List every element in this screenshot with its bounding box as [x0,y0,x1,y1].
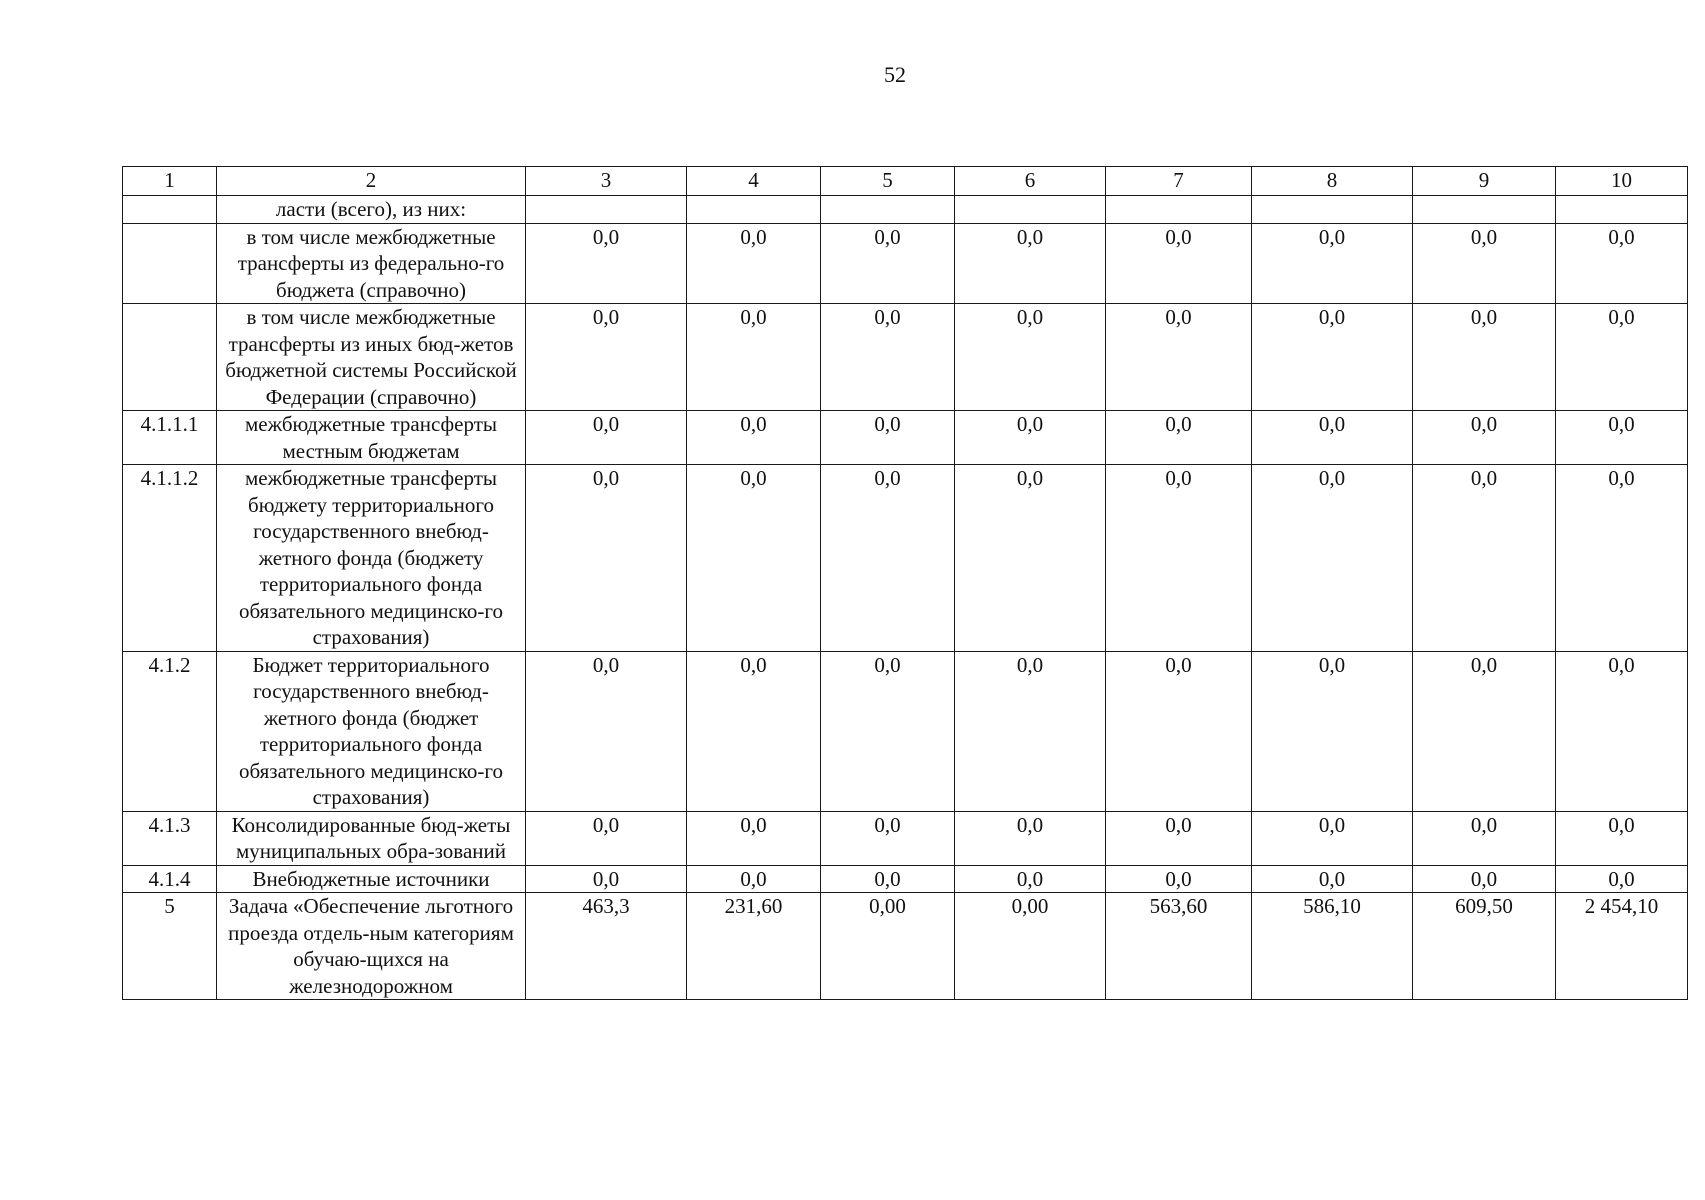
value-cell: 0,0 [1413,811,1556,865]
row-description: ласти (всего), из них: [217,196,526,224]
value-cell: 0,0 [1252,411,1413,465]
value-cell: 0,0 [687,865,821,893]
column-header: 3 [526,167,687,196]
value-cell [1556,196,1688,224]
value-cell: 0,0 [821,811,955,865]
column-header: 2 [217,167,526,196]
table-row [123,465,1688,652]
column-header: 10 [1556,167,1688,196]
row-description: межбюджетные трансферты местным бюджетам [217,411,526,465]
value-cell: 231,60 [687,893,821,1000]
value-cell: 0,0 [1413,304,1556,411]
value-cell: 0,0 [1556,411,1688,465]
value-cell [1413,196,1556,224]
column-header: 1 [123,167,217,196]
column-header: 8 [1252,167,1413,196]
value-cell: 0,0 [1556,223,1688,304]
value-cell: 0,0 [955,811,1106,865]
column-header: 5 [821,167,955,196]
row-id [123,223,217,304]
value-cell: 0,0 [1252,811,1413,865]
value-cell: 0,0 [955,411,1106,465]
value-cell: 586,10 [1252,893,1413,1000]
value-cell: 0,0 [526,411,687,465]
value-cell: 0,0 [1413,411,1556,465]
value-cell: 0,0 [687,304,821,411]
budget-table [122,166,1688,1000]
row-description: Бюджет территориального государственного внебюд-жетного фонда (бюджет территориального фонда обязательного медицинско-го страхования) [217,651,526,811]
value-cell: 609,50 [1413,893,1556,1000]
value-cell: 0,0 [687,465,821,652]
value-cell: 0,0 [1252,304,1413,411]
table-row [123,196,1688,224]
row-description: Задача «Обеспечение льготного проезда отдель-ным категориям обучаю-щихся на железнодорожном [217,893,526,1000]
value-cell: 0,0 [955,651,1106,811]
value-cell: 0,0 [1106,811,1252,865]
value-cell: 0,0 [1106,304,1252,411]
value-cell: 0,0 [526,465,687,652]
row-description: Внебюджетные источники [217,865,526,893]
value-cell [1252,196,1413,224]
row-description: межбюджетные трансферты бюджету территориального государственного внебюд-жетного фонда (бюджету территориального фонда обязательного медицинско-го страхования) [217,465,526,652]
row-id [123,196,217,224]
value-cell: 0,0 [526,651,687,811]
column-header: 4 [687,167,821,196]
value-cell: 0,0 [955,865,1106,893]
value-cell: 0,0 [1413,651,1556,811]
value-cell: 0,0 [1556,304,1688,411]
value-cell: 0,0 [1252,651,1413,811]
value-cell: 2 454,10 [1556,893,1688,1000]
value-cell [821,196,955,224]
value-cell: 0,0 [1413,223,1556,304]
value-cell: 0,0 [821,223,955,304]
value-cell: 0,0 [1413,865,1556,893]
table-row [123,865,1688,893]
value-cell: 0,0 [1252,465,1413,652]
value-cell: 0,0 [1252,865,1413,893]
column-number-row [123,167,1688,196]
value-cell: 563,60 [1106,893,1252,1000]
value-cell: 0,0 [821,465,955,652]
value-cell: 0,0 [526,304,687,411]
value-cell: 0,0 [1556,811,1688,865]
value-cell [1106,196,1252,224]
column-header: 9 [1413,167,1556,196]
row-id: 4.1.4 [123,865,217,893]
value-cell: 0,0 [526,865,687,893]
value-cell: 0,00 [955,893,1106,1000]
value-cell: 0,0 [526,811,687,865]
table-row [123,304,1688,411]
table-row [123,651,1688,811]
value-cell [526,196,687,224]
table-row [123,893,1688,1000]
row-id: 4.1.1.1 [123,411,217,465]
value-cell: 0,0 [1106,411,1252,465]
value-cell: 0,00 [821,893,955,1000]
row-description: в том числе межбюджетные трансферты из иных бюд-жетов бюджетной системы Российской Федерации (справочно) [217,304,526,411]
table-row [123,811,1688,865]
value-cell: 0,0 [526,223,687,304]
value-cell: 0,0 [1106,465,1252,652]
row-id [123,304,217,411]
value-cell: 0,0 [687,651,821,811]
value-cell: 0,0 [687,223,821,304]
value-cell: 0,0 [821,304,955,411]
value-cell: 0,0 [1413,465,1556,652]
row-description: Консолидированные бюд-жеты муниципальных обра-зований [217,811,526,865]
page-number: 52 [884,62,906,87]
value-cell: 0,0 [1106,651,1252,811]
value-cell: 0,0 [955,465,1106,652]
row-id: 4.1.1.2 [123,465,217,652]
value-cell: 0,0 [821,865,955,893]
row-id: 4.1.3 [123,811,217,865]
value-cell: 0,0 [1556,651,1688,811]
row-id: 5 [123,893,217,1000]
row-description: в том числе межбюджетные трансферты из федерально-го бюджета (справочно) [217,223,526,304]
value-cell: 0,0 [687,411,821,465]
value-cell: 0,0 [1556,865,1688,893]
value-cell: 0,0 [821,651,955,811]
value-cell [687,196,821,224]
column-header: 6 [955,167,1106,196]
column-header: 7 [1106,167,1252,196]
value-cell: 0,0 [1106,223,1252,304]
value-cell: 0,0 [955,304,1106,411]
table-row [123,223,1688,304]
value-cell: 0,0 [687,811,821,865]
value-cell: 0,0 [821,411,955,465]
value-cell [955,196,1106,224]
value-cell: 0,0 [1556,465,1688,652]
row-id: 4.1.2 [123,651,217,811]
value-cell: 0,0 [955,223,1106,304]
value-cell: 0,0 [1106,865,1252,893]
table-row [123,411,1688,465]
value-cell: 0,0 [1252,223,1413,304]
value-cell: 463,3 [526,893,687,1000]
